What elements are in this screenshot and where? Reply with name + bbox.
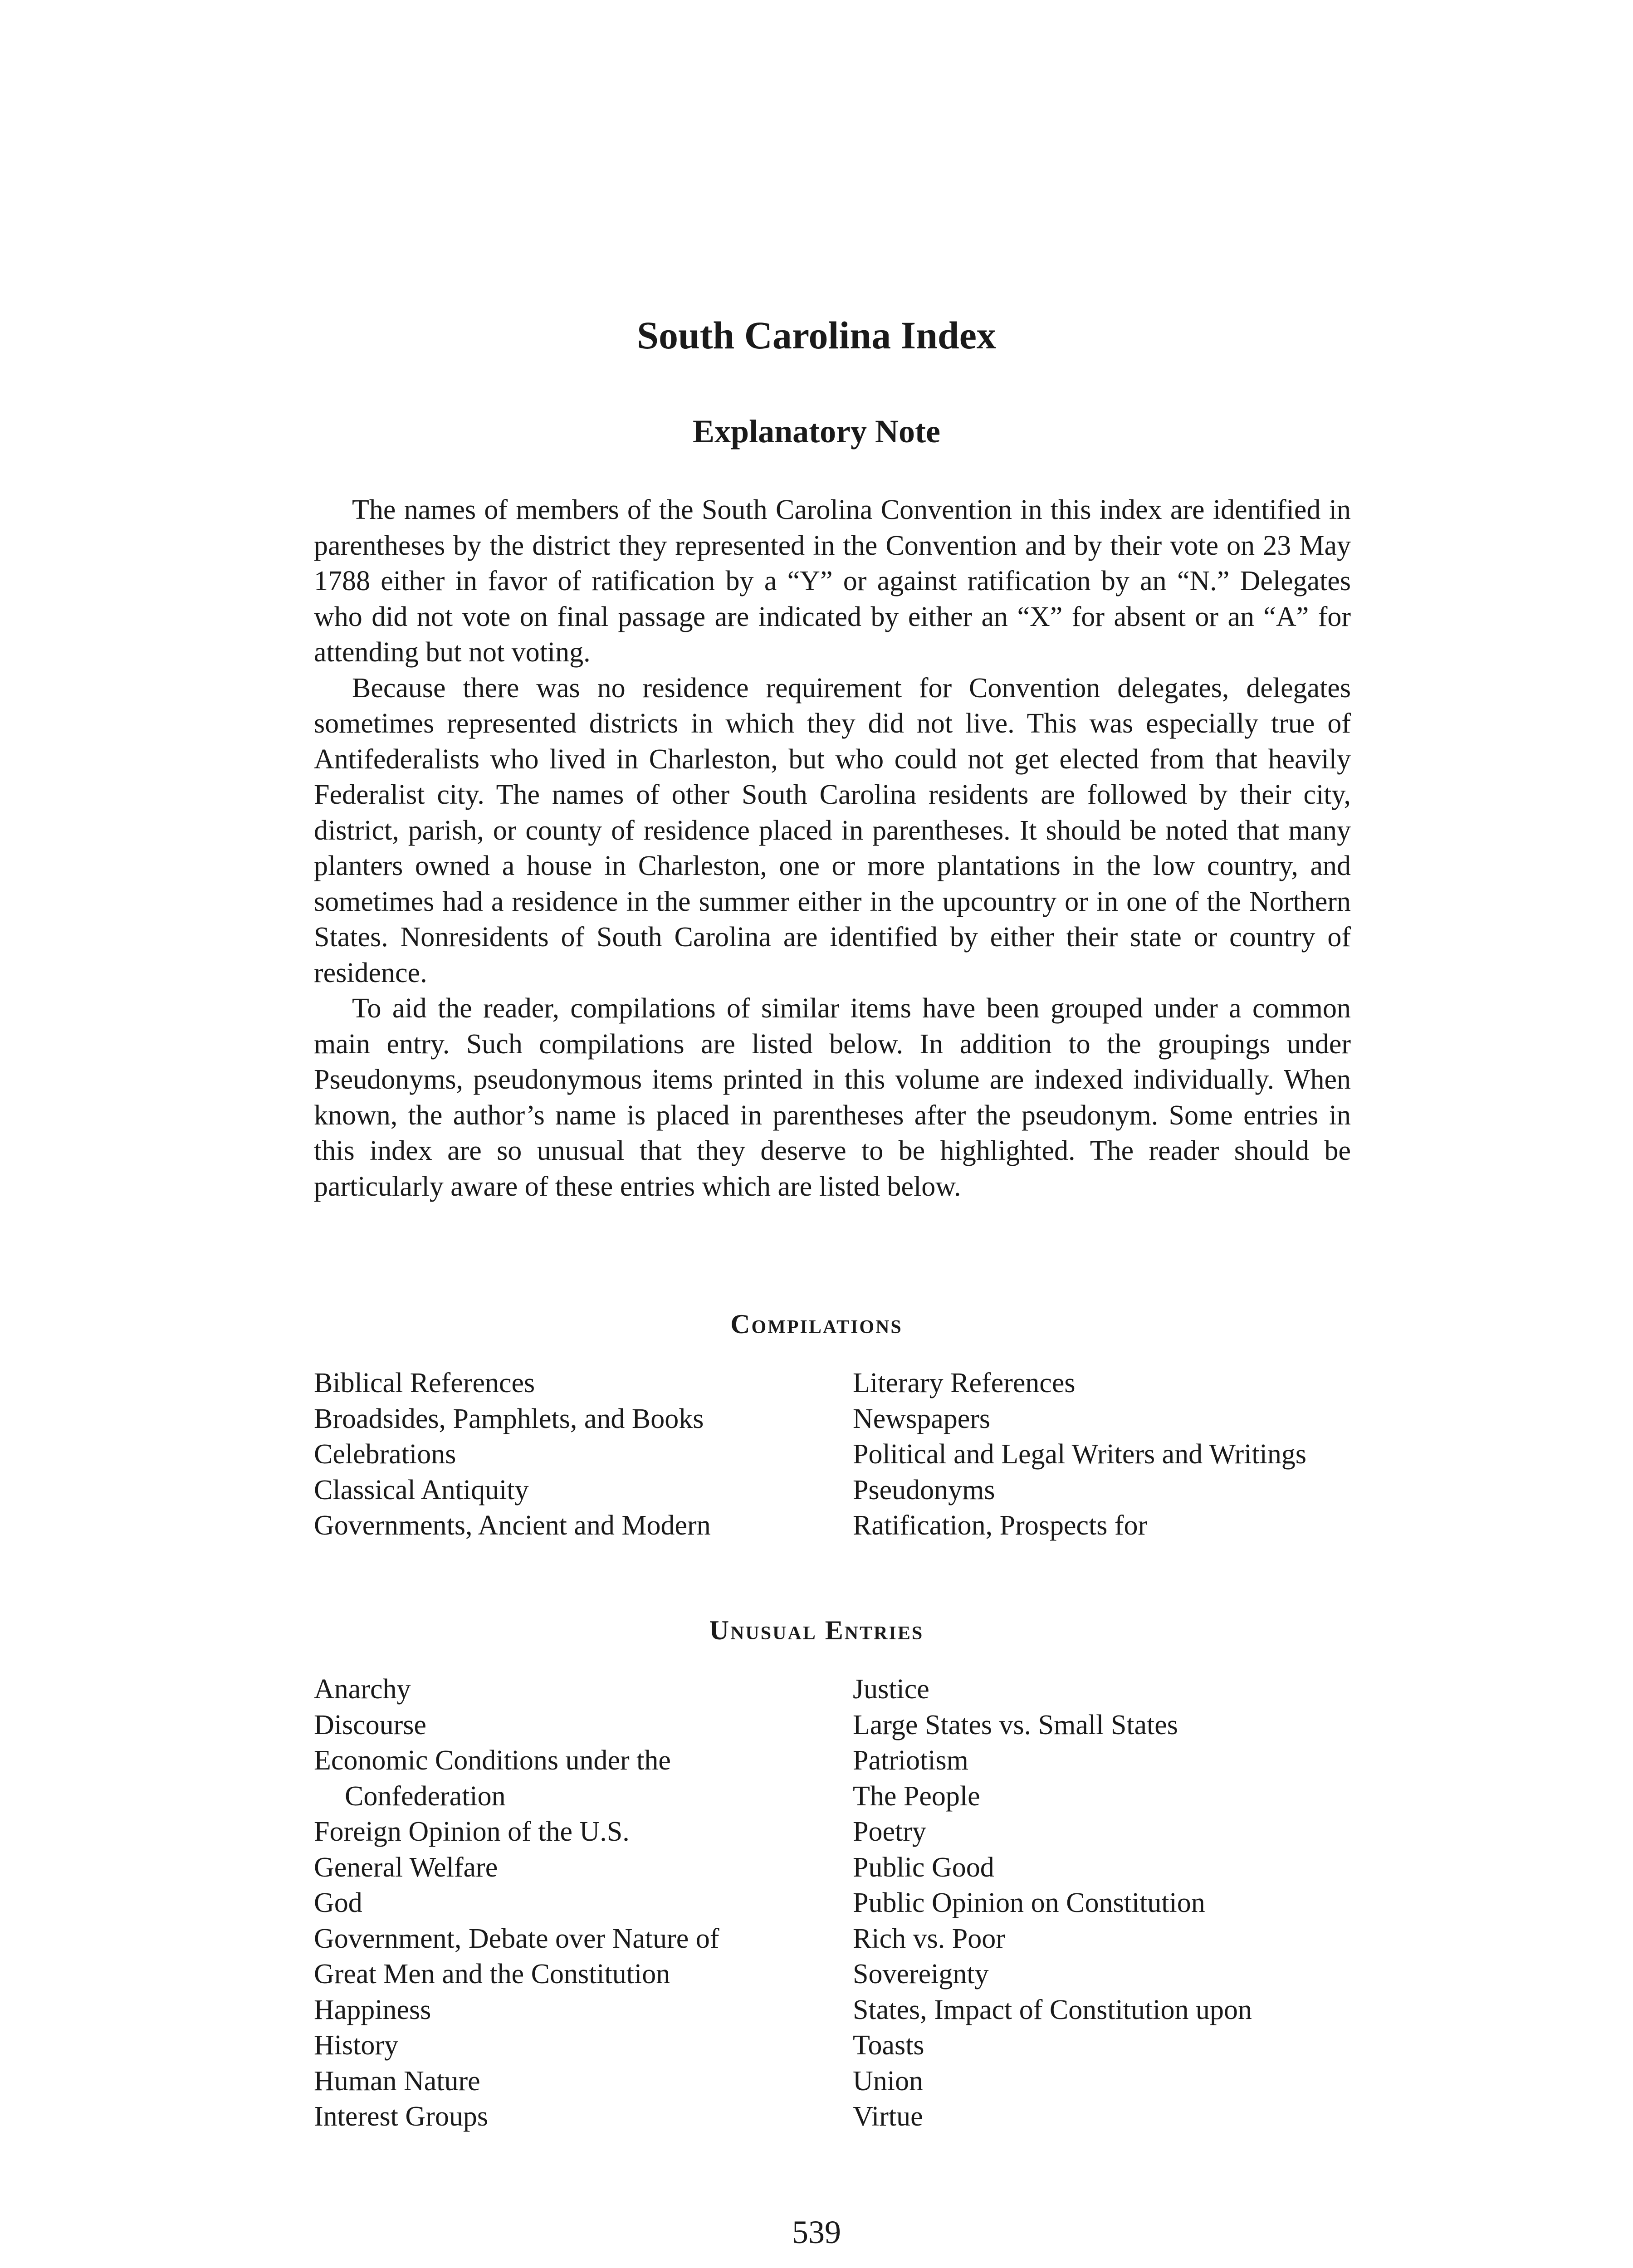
- list-item: Happiness: [314, 1994, 431, 2025]
- list-item: Patriotism: [853, 1745, 968, 1776]
- list-item: Rich vs. Poor: [853, 1923, 1005, 1954]
- paragraph: To aid the reader, compilations of similar items have been grouped under a common main entry. Such compilations are listed below. In addition to the groupings under Pseudonyms, pseudonymous items printed in this volume are indexed individually. When known, the author’s name is placed in parentheses after the pseudonym. Some entries in this index are so unusual that they deserve to be highlighted. The reader should be particularly aware of these entries which are listed below.: [314, 993, 1351, 1202]
- unusual-entries-left-column: [314, 1672, 836, 2135]
- list-item: Public Good: [853, 1852, 994, 1883]
- list-item: Celebrations: [314, 1439, 456, 1470]
- list-item: Broadsides, Pamphlets, and Books: [314, 1403, 704, 1434]
- list-item: The People: [853, 1780, 980, 1812]
- paragraph: Because there was no residence requirement for Convention delegates, delegates sometimes represented districts in which they did not live. This was especially true of Antifederalists who lived in Charleston, but who could not get elected from that heavily Federalist city. The names of other South Carolina residents are followed by their city, district, parish, or county of residence placed in parentheses. It should be noted that many planters owned a house in Charleston, one or more plantations in the low country, and sometimes had a residence in the summer either in the upcountry or in one of the Northern States. Nonresidents of South Carolina are identified by either their state or country of residence.: [314, 672, 1351, 988]
- paragraph: The names of members of the South Carolina Convention in this index are identified in parentheses by the district they represented in the Convention and by their vote on 23 May 1788 either in favor of ratification by a “Y” or against ratification by an “N.” Delegates who did not vote on final passage are indicated by either an “X” for absent or an “A” for attending but not voting.: [314, 494, 1351, 668]
- unusual-entries-right-column: [853, 1672, 1374, 2135]
- list-item: Interest Groups: [314, 2101, 488, 2132]
- list-item: Biblical References: [314, 1368, 535, 1398]
- section-title: Explanatory Note: [693, 413, 940, 450]
- compilations-heading: Compilations: [730, 1309, 903, 1339]
- page-title: South Carolina Index: [637, 313, 996, 357]
- list-item: Justice: [853, 1674, 929, 1705]
- list-item: Human Nature: [314, 2065, 480, 2097]
- list-item: Great Men and the Constitution: [314, 1959, 670, 1989]
- list-item: Union: [853, 2065, 923, 2097]
- list-item: Government, Debate over Nature of: [314, 1923, 719, 1954]
- list-item: Public Opinion on Constitution: [853, 1887, 1205, 1918]
- list-item: Classical Antiquity: [314, 1474, 529, 1505]
- list-item: States, Impact of Constitution upon: [853, 1994, 1252, 2025]
- compilations-left-column: [314, 1365, 836, 1544]
- list-item: Foreign Opinion of the U.S.: [314, 1816, 630, 1847]
- list-item: General Welfare: [314, 1852, 498, 1883]
- list-item: Toasts: [853, 2030, 924, 2061]
- compilations-right-column: [853, 1365, 1374, 1544]
- list-item: Ratification, Prospects for: [853, 1510, 1148, 1541]
- list-item: Governments, Ancient and Modern: [314, 1510, 711, 1541]
- list-item: Sovereignty: [853, 1959, 989, 1989]
- list-item: Newspapers: [853, 1403, 991, 1434]
- page-number: 539: [792, 2214, 841, 2250]
- list-item: Literary References: [853, 1368, 1076, 1398]
- list-item: Anarchy: [314, 1674, 411, 1705]
- list-item: History: [314, 2030, 398, 2061]
- list-item: God: [314, 1887, 362, 1918]
- list-item: Virtue: [853, 2101, 923, 2132]
- list-item: Pseudonyms: [853, 1474, 995, 1505]
- list-item: Large States vs. Small States: [853, 1709, 1178, 1740]
- unusual-entries-heading: Unusual Entries: [709, 1615, 924, 1645]
- explanatory-note-body: [314, 492, 1351, 1204]
- list-item: Economic Conditions under the Confederation: [314, 1745, 671, 1812]
- list-item: Political and Legal Writers and Writings: [853, 1439, 1306, 1470]
- list-item: Poetry: [853, 1816, 926, 1847]
- list-item: Discourse: [314, 1709, 426, 1740]
